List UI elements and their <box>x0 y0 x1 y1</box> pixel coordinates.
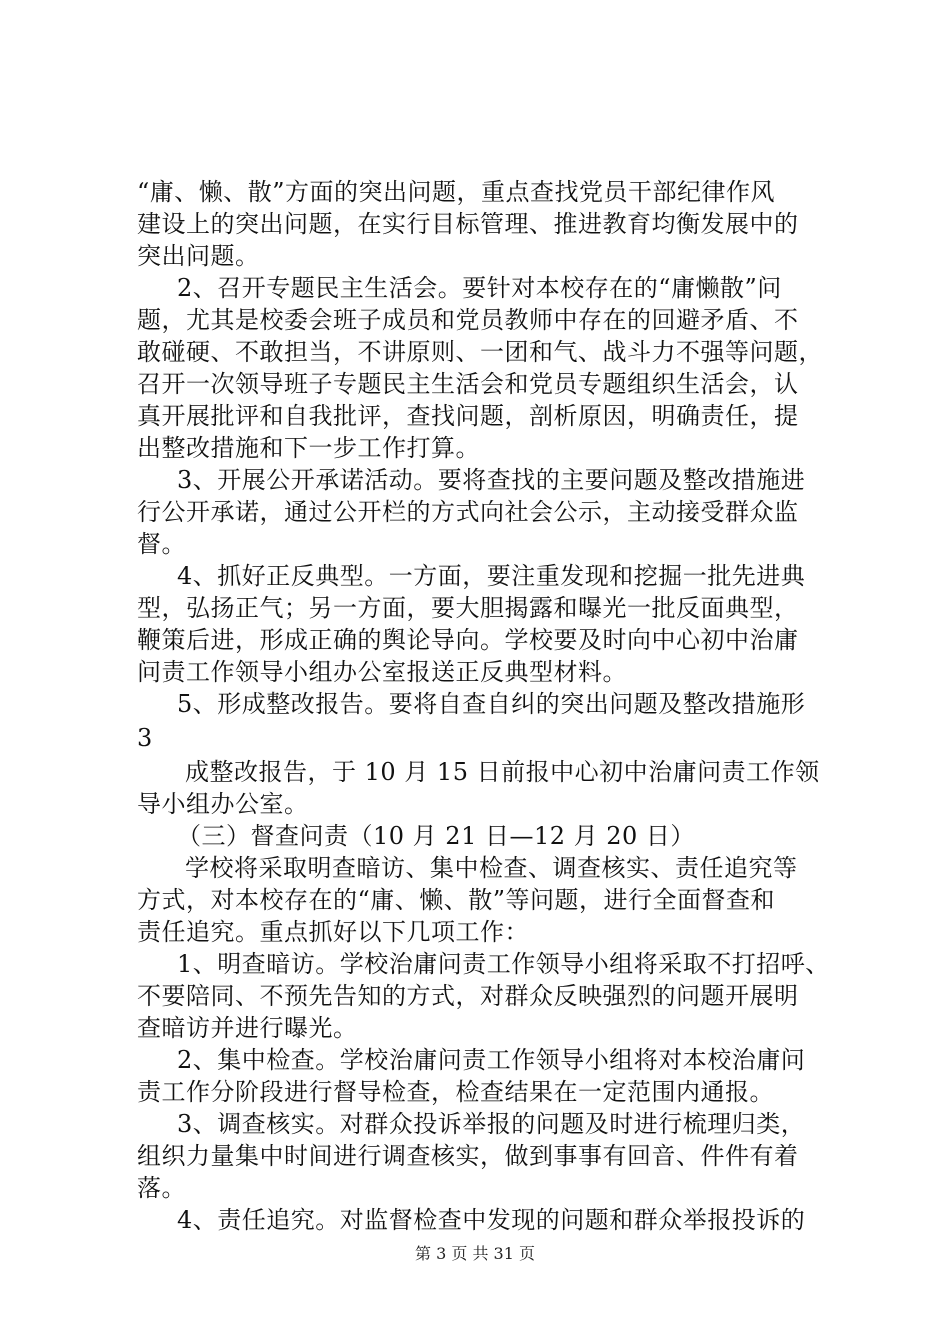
text-line: 查暗访并进行曝光。 <box>137 1014 358 1042</box>
text-line: 敢碰硬、不敢担当，不讲原则、一团和气、战斗力不强等问题， <box>137 338 823 366</box>
text-line: 方式，对本校存在的“庸、懒、散”等问题，进行全面督查和 <box>137 886 776 914</box>
text-line: 3、调查核实。对群众投诉举报的问题及时进行梳理归类， <box>177 1110 806 1138</box>
text-line: 真开展批评和自我批评，查找问题，剖析原因，明确责任，提 <box>137 402 799 430</box>
page-footer: 第 3 页 共 31 页 <box>415 1244 535 1263</box>
text-line: 建设上的突出问题，在实行目标管理、推进教育均衡发展中的 <box>137 210 799 238</box>
text-line: 1、明查暗访。学校治庸问责工作领导小组将采取不打招呼、 <box>177 950 830 978</box>
text-line: 学校将采取明查暗访、集中检查、调查核实、责任追究等 <box>185 854 798 882</box>
text-line: 型，弘扬正气；另一方面，要大胆揭露和曝光一批反面典型， <box>137 594 799 622</box>
text-line: 题，尤其是校委会班子成员和党员教师中存在的回避矛盾、不 <box>137 306 799 334</box>
text-line: 责任追究。重点抓好以下几项工作： <box>137 918 529 946</box>
text-line: “庸、懒、散”方面的突出问题，重点查找党员干部纪律作风 <box>137 178 776 206</box>
text-line: 鞭策后进，形成正确的舆论导向。学校要及时向中心初中治庸 <box>137 626 799 654</box>
text-line: 2、召开专题民主生活会。要针对本校存在的“庸懒散”问 <box>177 274 782 302</box>
text-line: 突出问题。 <box>137 242 260 270</box>
text-line: 行公开承诺，通过公开栏的方式向社会公示，主动接受群众监 <box>137 498 799 526</box>
text-line: 不要陪同、不预先告知的方式，对群众反映强烈的问题开展明 <box>137 982 799 1010</box>
text-line: 召开一次领导班子专题民主生活会和党员专题组织生活会，认 <box>137 370 799 398</box>
text-line: 3、开展公开承诺活动。要将查找的主要问题及整改措施进 <box>177 466 806 494</box>
text-line: 组织力量集中时间进行调查核实，做到事事有回音、件件有着 <box>137 1142 799 1170</box>
text-line: 5、形成整改报告。要将自查自纠的突出问题及整改措施形 <box>177 690 806 718</box>
text-line: 导小组办公室。 <box>137 790 309 818</box>
text-line: 出整改措施和下一步工作打算。 <box>137 434 480 462</box>
section-heading: （三）督查问责（10 月 21 日—12 月 20 日） <box>177 822 695 850</box>
text-line: 落。 <box>137 1174 186 1202</box>
text-line: 督。 <box>137 530 186 558</box>
text-line: 责工作分阶段进行督导检查，检查结果在一定范围内通报。 <box>137 1078 774 1106</box>
text-line: 4、抓好正反典型。一方面，要注重发现和挖掘一批先进典 <box>177 562 806 590</box>
text-line: 4、责任追究。对监督检查中发现的问题和群众举报投诉的 <box>177 1206 806 1234</box>
text-line: 成整改报告，于 10 月 15 日前报中心初中治庸问责工作领 <box>185 758 820 786</box>
page-break-number: 3 <box>137 724 153 752</box>
text-line: 问责工作领导小组办公室报送正反典型材料。 <box>137 658 627 686</box>
text-line: 2、集中检查。学校治庸问责工作领导小组将对本校治庸问 <box>177 1046 806 1074</box>
